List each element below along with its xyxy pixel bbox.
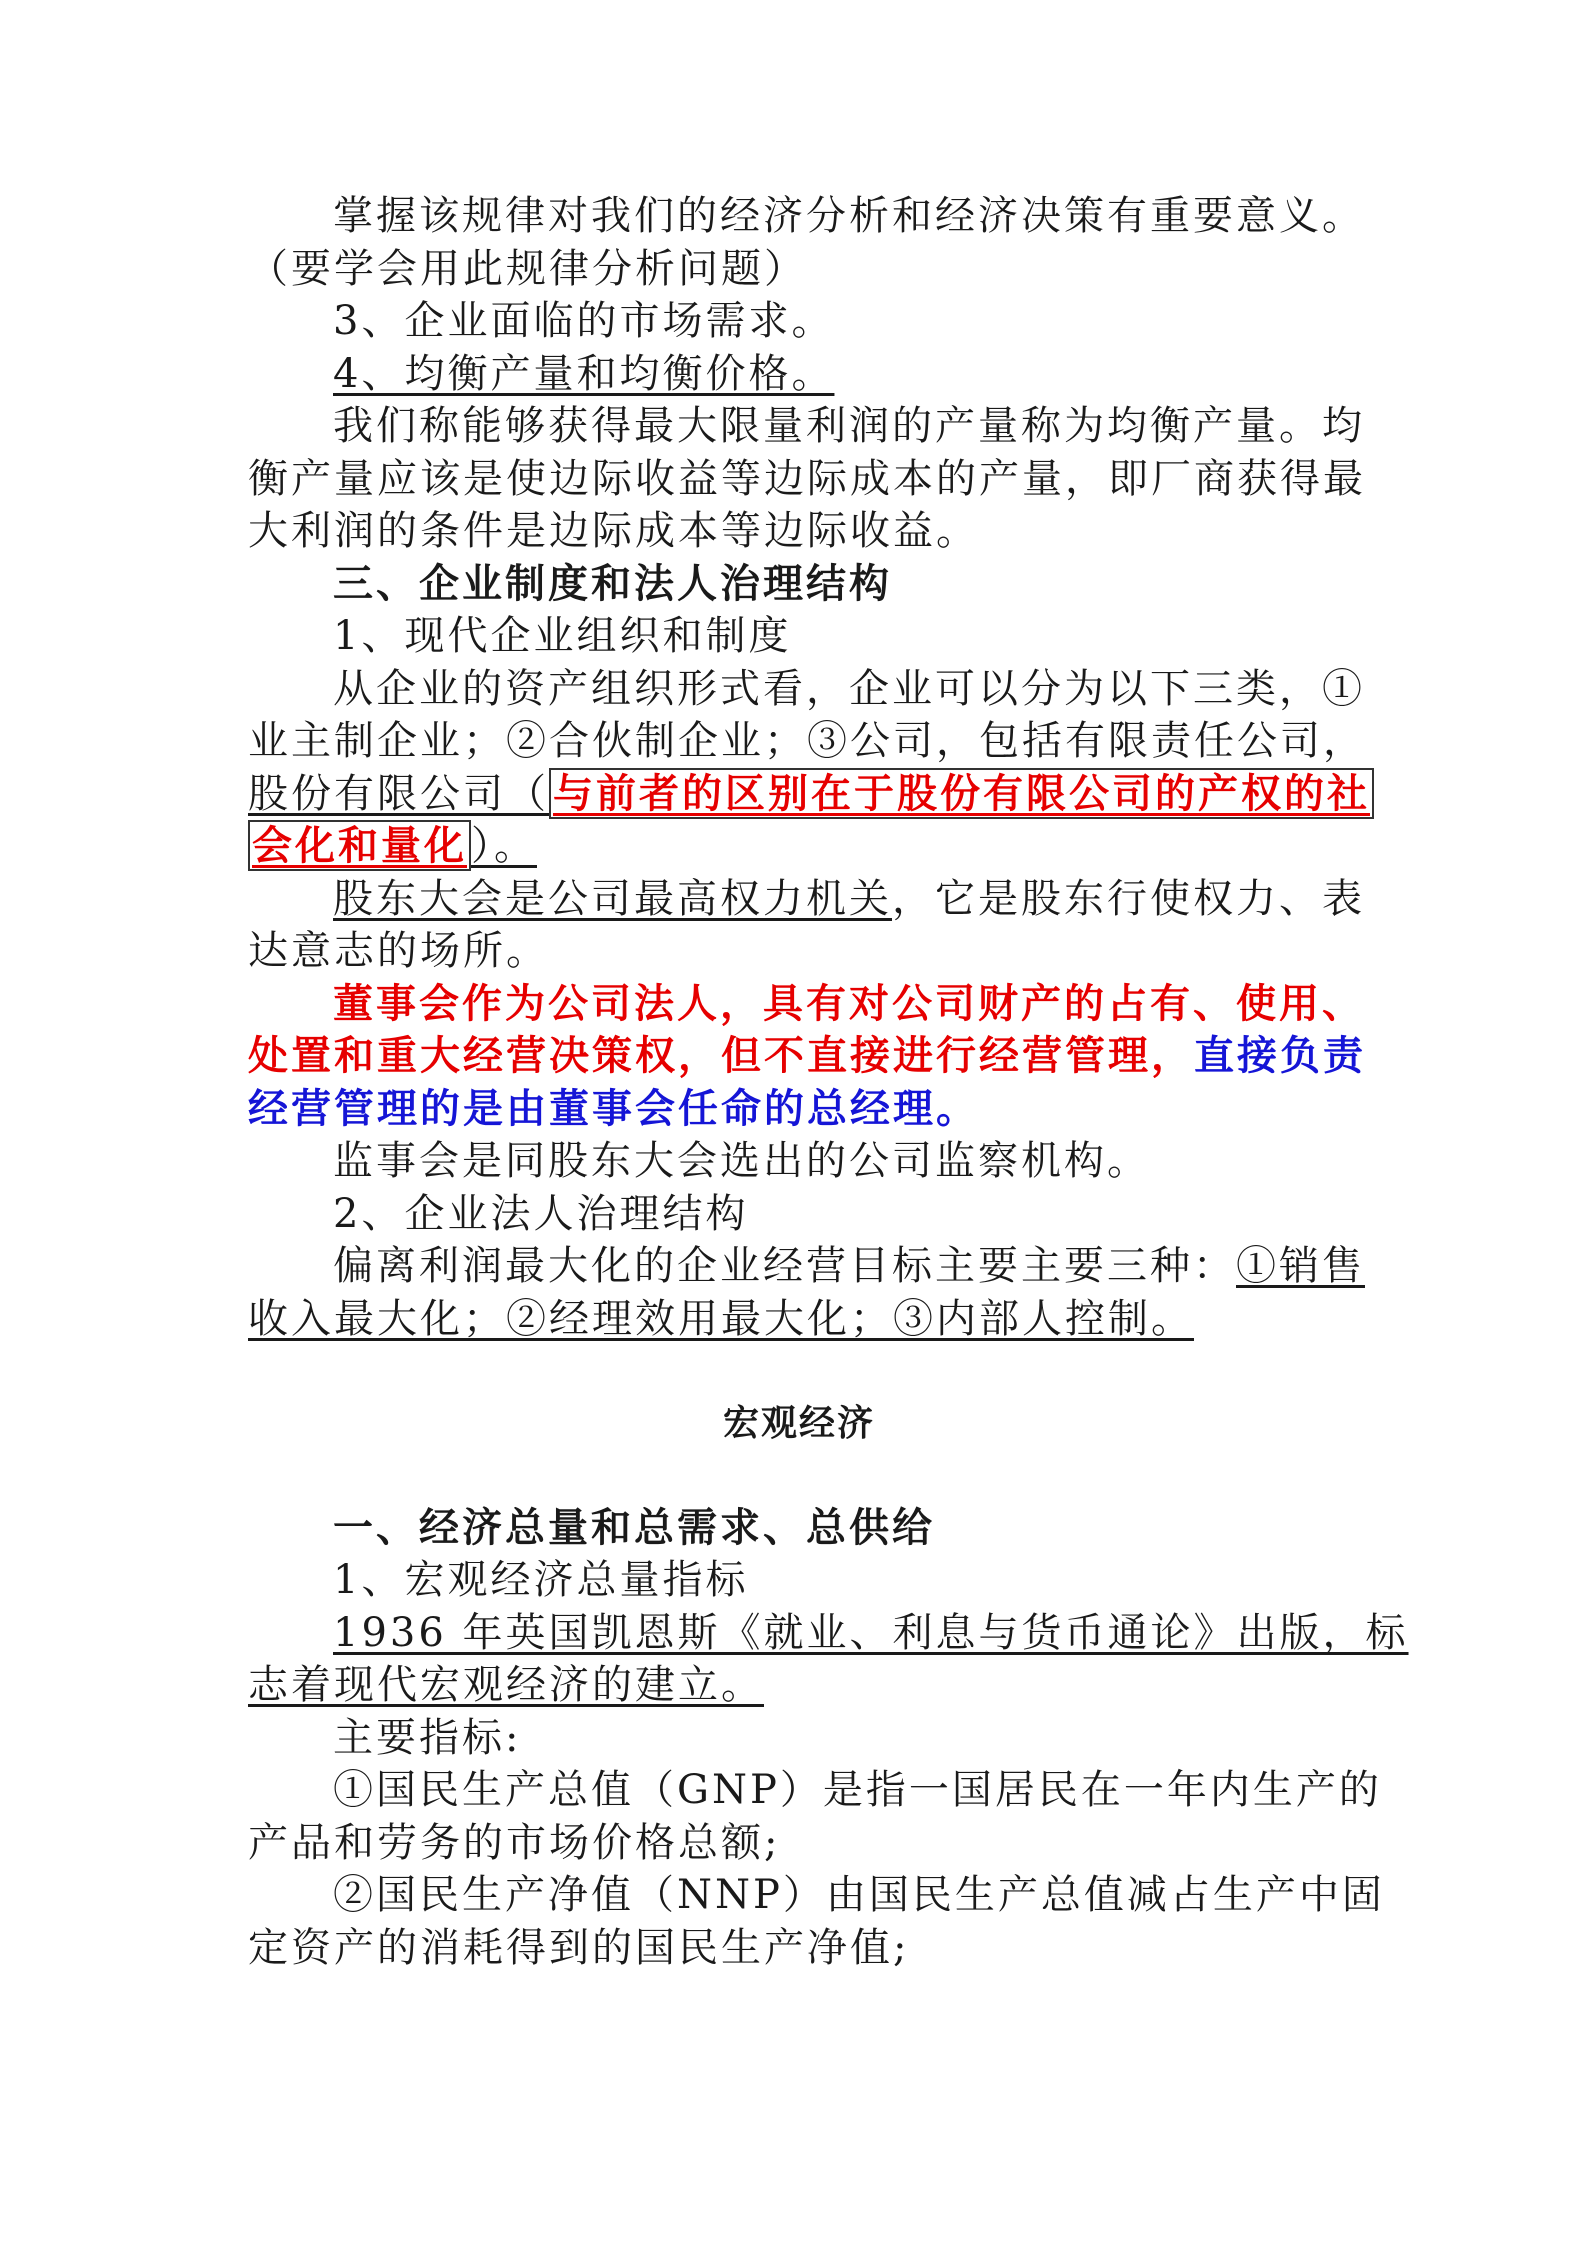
paragraph-line: 股份有限公司（ 与前者的区别在于股份有限公司的产权的社 xyxy=(248,768,1350,821)
paragraph-line: 股东大会是公司最高权力机关，它是股东行使权力、表 xyxy=(333,875,1365,922)
paragraph-line: 主要指标: xyxy=(333,1714,522,1761)
paragraph-line: 达意志的场所。 xyxy=(248,928,549,974)
subsection-heading: 2、企业法人治理结构 xyxy=(333,1190,749,1237)
list-item: 4、均衡产量和均衡价格。 xyxy=(333,350,835,397)
chapter-title: 宏观经济 xyxy=(722,1402,875,1444)
paragraph-line: ①国民生产总值（GNP）是指一国居民在一年内生产的 xyxy=(333,1767,1382,1813)
paragraph-line: 我们称能够获得最大限量利润的产量称为均衡产量。均 xyxy=(333,403,1365,449)
paragraph-line: 偏离利润最大化的企业经营目标主要主要三种：①销售 xyxy=(333,1243,1365,1289)
paragraph-line: 收入最大化；②经理效用最大化；③内部人控制。 xyxy=(248,1295,1194,1342)
document-body xyxy=(248,190,1409,1974)
paragraph-line-emphasis: 处置和重大经营决策权，但不直接进行经营管理，直接负责 xyxy=(248,1032,1366,1079)
paragraph-line: 衡产量应该是使边际收益等边际成本的产量，即厂商获得最 xyxy=(248,455,1366,502)
subsection-heading: 1、宏观经济总量指标 xyxy=(333,1557,749,1603)
highlighted-note: 与前者的区别在于股份有限公司的产权的社 xyxy=(549,768,1374,819)
paragraph-line: 会化和量化 ）。 xyxy=(248,820,1350,873)
paragraph-line: （要学会用此规律分析问题） xyxy=(248,245,807,292)
paragraph-line: ②国民生产净值（NNP）由国民生产总值减占生产中固 xyxy=(333,1872,1385,1918)
section-heading: 三、企业制度和法人治理结构 xyxy=(333,559,892,607)
paragraph-line: 定资产的消耗得到的国民生产净值; xyxy=(248,1924,910,1971)
highlighted-note: 会化和量化 xyxy=(248,820,471,871)
paragraph-line: 产品和劳务的市场价格总额; xyxy=(248,1819,781,1866)
paragraph-line: 志着现代宏观经济的建立。 xyxy=(248,1662,764,1708)
paragraph-line: 掌握该规律对我们的经济分析和经济决策有重要意义。 xyxy=(333,193,1365,239)
spacer xyxy=(248,1345,1350,1397)
paragraph-line: 大利润的条件是边际成本等边际收益。 xyxy=(248,508,979,554)
paragraph-line: 从企业的资产组织形式看，企业可以分为以下三类，① xyxy=(333,665,1365,712)
paragraph-line: 监事会是同股东大会选出的公司监察机构。 xyxy=(333,1138,1150,1184)
spacer xyxy=(248,1450,1350,1502)
paragraph-line-emphasis: 经营管理的是由董事会任命的总经理。 xyxy=(248,1084,979,1132)
list-item: 3、企业面临的市场需求。 xyxy=(333,298,835,344)
paragraph-line: 1936 年英国凯恩斯《就业、利息与货币通论》出版，标 xyxy=(333,1609,1409,1656)
paragraph-line-emphasis: 董事会作为公司法人，具有对公司财产的占有、使用、 xyxy=(333,979,1365,1027)
section-heading: 一、经济总量和总需求、总供给 xyxy=(333,1503,935,1551)
subsection-heading: 1、现代企业组织和制度 xyxy=(333,613,792,659)
paragraph-line: 业主制企业；②合伙制企业；③公司，包括有限责任公司， xyxy=(248,718,1366,764)
